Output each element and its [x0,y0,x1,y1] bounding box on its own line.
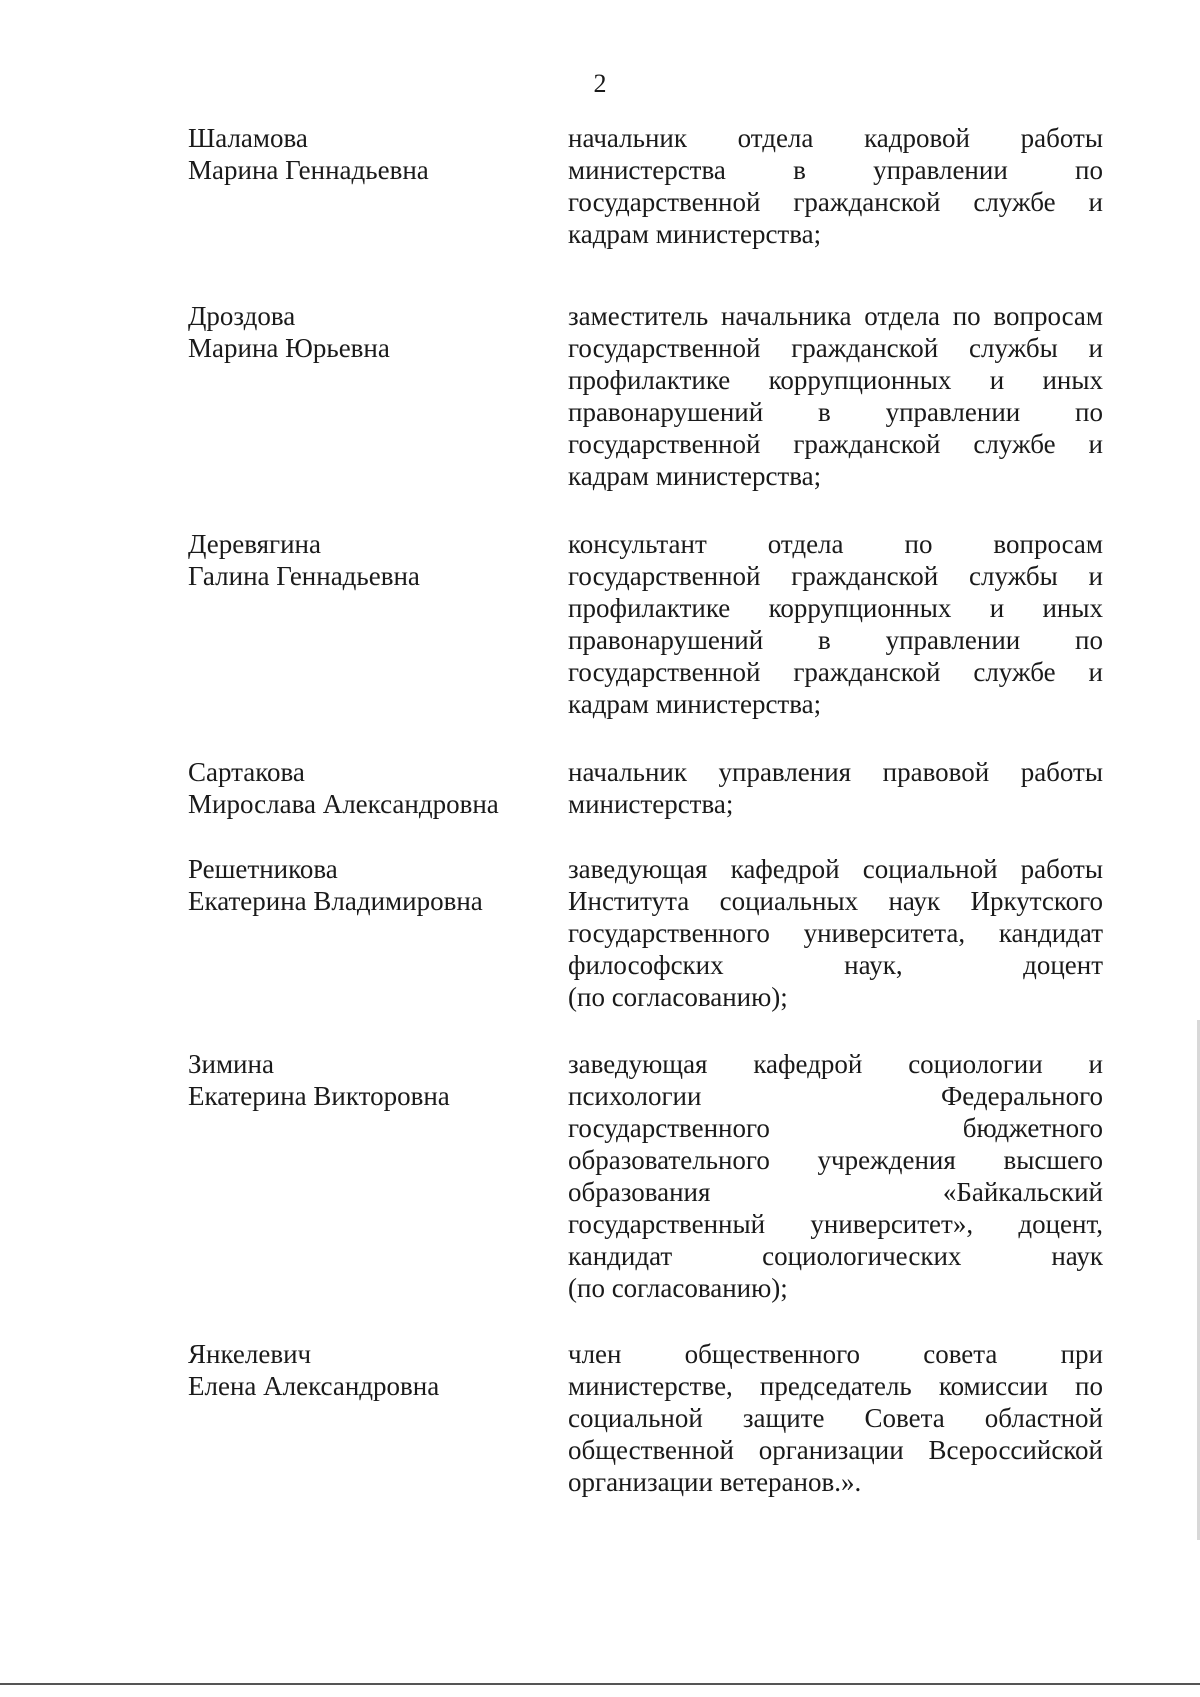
position-line: образования «Байкальский [568,1177,1103,1207]
member-name [188,853,548,917]
member-surname: Зимина [188,1049,274,1079]
page-bottom-edge [0,1683,1200,1685]
member-given-names: Галина Геннадьевна [188,561,420,591]
page-number: 2 [593,69,607,98]
member-surname: Деревягина [188,529,321,559]
position-line: профилактике коррупционных и иных [568,593,1103,623]
position-line: министерстве, председатель комиссии по [568,1371,1103,1401]
member-position [568,300,1103,492]
position-line: начальник управления правовой работы [568,757,1103,787]
member-name [188,300,548,364]
position-line: философских наук, доцент [568,950,1103,980]
member-name [188,1048,548,1112]
position-line: кадрам министерства; [568,461,822,491]
position-line: правонарушений в управлении по [568,625,1103,655]
position-line: государственной гражданской службе и [568,187,1103,217]
member-position [568,1338,1103,1498]
member-name [188,1338,548,1402]
member-position [568,853,1103,1013]
member-given-names: Марина Юрьевна [188,333,390,363]
member-surname: Янкелевич [188,1339,312,1369]
position-line: правонарушений в управлении по [568,397,1103,427]
position-line: Института социальных наук Иркутского [568,886,1103,916]
member-given-names: Екатерина Владимировна [188,886,483,916]
position-line: министерства; [568,789,734,819]
member-surname: Дроздова [188,301,296,331]
member-given-names: Елена Александровна [188,1371,440,1401]
position-line: член общественного совета при [568,1339,1103,1369]
position-line: профилактике коррупционных и иных [568,365,1103,395]
member-name [188,528,548,592]
position-line: государственной гражданской службы и [568,561,1103,591]
position-line: начальник отдела кадровой работы [568,123,1103,153]
member-position [568,1048,1103,1304]
member-given-names: Марина Геннадьевна [188,155,429,185]
member-position [568,528,1103,720]
position-line: общественной организации Всероссийской [568,1435,1103,1465]
member-name [188,122,548,186]
position-line: государственной гражданской службы и [568,333,1103,363]
position-line: заведующая кафедрой социологии и [568,1049,1103,1079]
position-line: государственной гражданской службе и [568,657,1103,687]
member-surname: Решетникова [188,854,338,884]
position-line: организации ветеранов.». [568,1467,862,1497]
position-line: государственного университета, кандидат [568,918,1103,948]
position-line: государственный университет», доцент, [568,1209,1103,1239]
position-line: государственного бюджетного [568,1113,1103,1143]
member-name [188,756,548,820]
position-line: (по согласованию); [568,982,788,1012]
position-line: психологии Федерального [568,1081,1103,1111]
member-surname: Шаламова [188,123,308,153]
position-line: кадрам министерства; [568,689,822,719]
member-position [568,756,1103,820]
position-line: (по согласованию); [568,1273,788,1303]
position-line: заместитель начальника отдела по вопросам [568,301,1103,331]
member-position [568,122,1103,250]
position-line: заведующая кафедрой социальной работы [568,854,1103,884]
member-given-names: Екатерина Викторовна [188,1081,450,1111]
member-surname: Сартакова [188,757,305,787]
position-line: министерства в управлении по [568,155,1103,185]
position-line: образовательного учреждения высшего [568,1145,1103,1175]
position-line: государственной гражданской службе и [568,429,1103,459]
position-line: социальной защите Совета областной [568,1403,1103,1433]
position-line: консультант отдела по вопросам [568,529,1103,559]
member-given-names: Мирослава Александровна [188,789,499,819]
position-line: кадрам министерства; [568,219,822,249]
position-line: кандидат социологических наук [568,1241,1103,1271]
